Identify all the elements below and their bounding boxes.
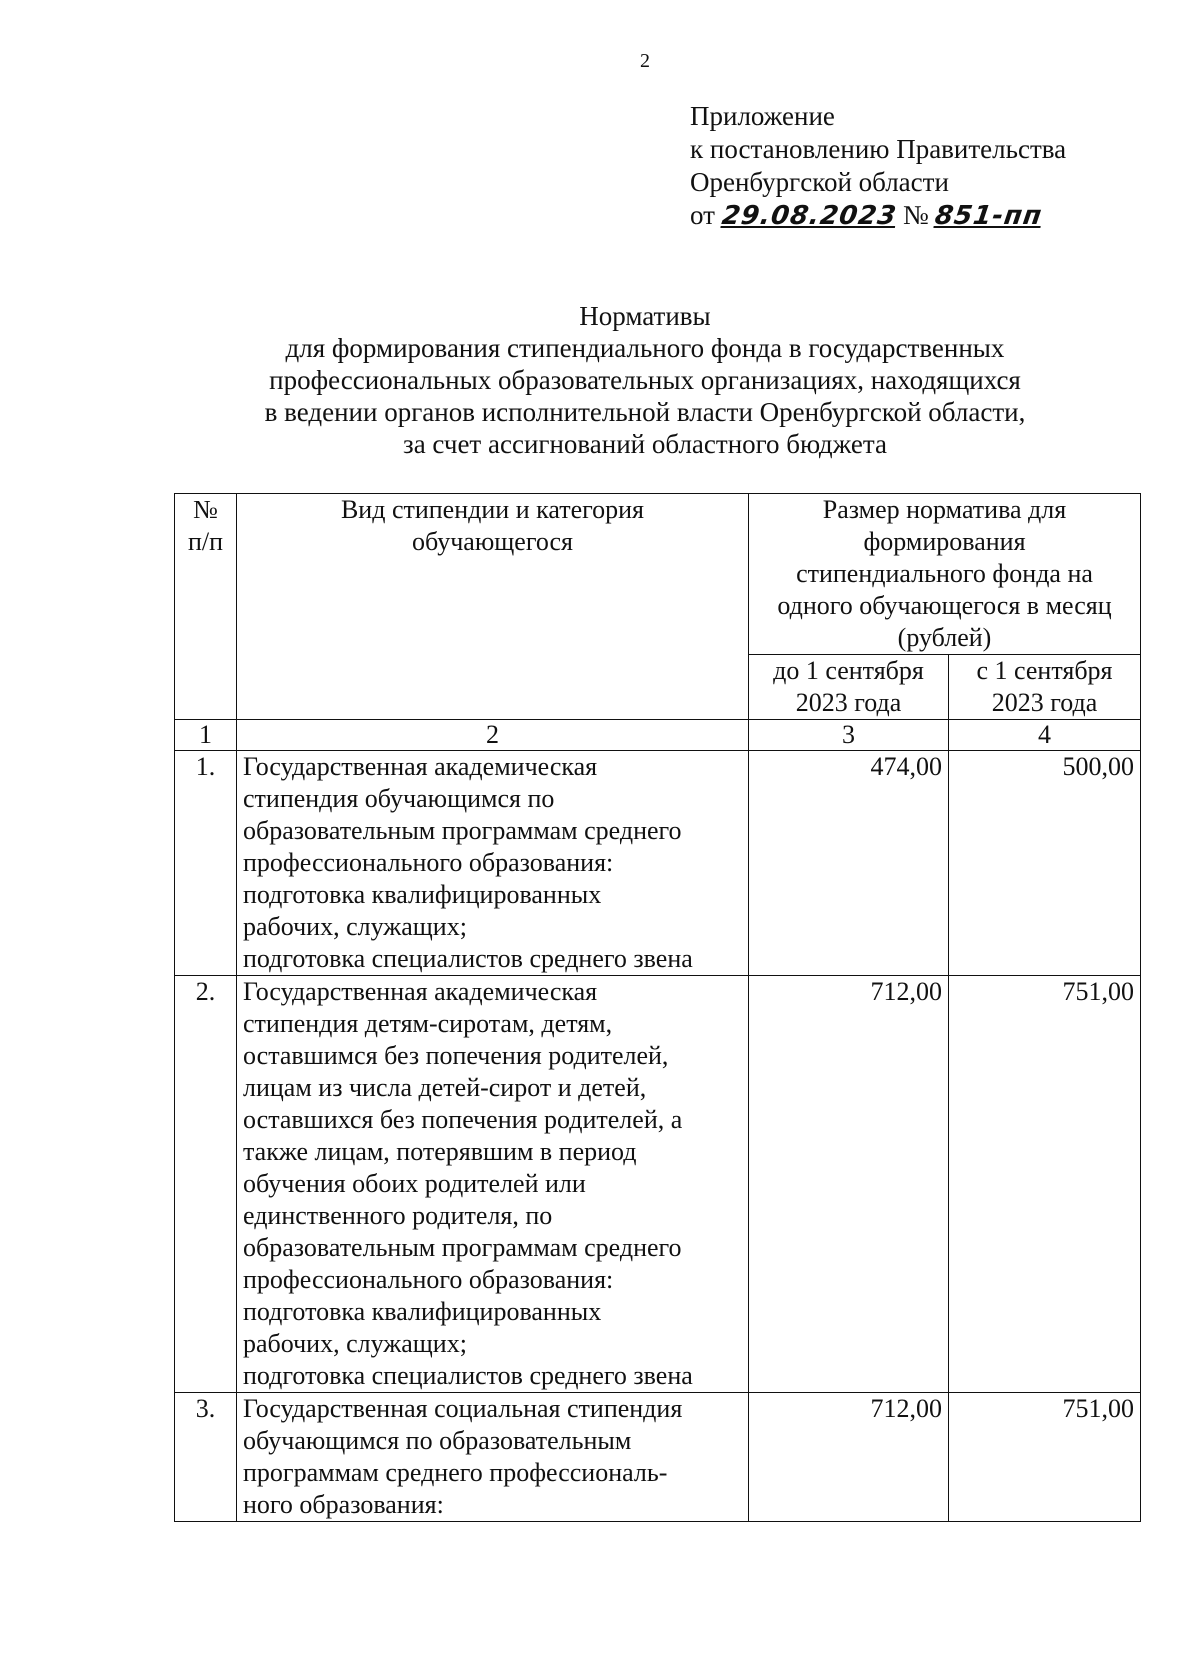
- description-line: профессионального образования:: [243, 1265, 614, 1294]
- header-kind: Вид стипендии и категория обучающегося: [237, 494, 749, 720]
- row-number: 3.: [175, 1393, 237, 1522]
- row-description: [237, 751, 749, 976]
- value-after-sept: 751,00: [949, 976, 1141, 1393]
- description-line: единственного родителя, по: [243, 1201, 553, 1230]
- date-prefix: от: [690, 200, 715, 230]
- description-line: образовательным программам среднего: [243, 816, 682, 845]
- description-line: образовательным программам среднего: [243, 1233, 682, 1262]
- appendix-title: Приложение: [690, 101, 835, 131]
- value-before-sept: 474,00: [749, 751, 949, 976]
- value-before-sept: 712,00: [749, 1393, 949, 1522]
- header-row: [175, 494, 1141, 655]
- description-line: рабочих, служащих;: [243, 912, 467, 941]
- description-line: Государственная академическая: [243, 977, 598, 1006]
- description-line: стипендия обучающимся по: [243, 784, 555, 813]
- table-row: [175, 751, 1141, 976]
- handwritten-number: 851-пп: [933, 201, 1045, 231]
- row-description: [237, 1393, 749, 1522]
- description-line: программам среднего профессиональ-: [243, 1458, 668, 1487]
- row-number: 1.: [175, 751, 237, 976]
- description-line: обучающимся по образовательным: [243, 1426, 632, 1455]
- description-line: подготовка специалистов среднего звена: [243, 1361, 693, 1390]
- value-after-sept: 751,00: [949, 1393, 1141, 1522]
- table-row: [175, 1393, 1141, 1522]
- description-line: оставшихся без попечения родителей, а: [243, 1105, 683, 1134]
- description-line: подготовка специалистов среднего звена: [243, 944, 693, 973]
- title-line: в ведении органов исполнительной власти Оренбургской области,: [264, 397, 1026, 427]
- description-line: рабочих, служащих;: [243, 1329, 467, 1358]
- description-line: Государственная академическая: [243, 752, 598, 781]
- value-after-sept: 500,00: [949, 751, 1141, 976]
- description-line: Государственная социальная стипендия: [243, 1394, 683, 1423]
- description-line: профессионального образования:: [243, 848, 614, 877]
- value-before-sept: 712,00: [749, 976, 949, 1393]
- description-line: ного образования:: [243, 1490, 444, 1519]
- appendix-block: [690, 100, 1150, 233]
- appendix-date-line: [690, 199, 1150, 233]
- description-line: лицам из числа детей-сирот и детей,: [243, 1073, 647, 1102]
- table-row: [175, 976, 1141, 1393]
- title-line: для формирования стипендиального фонда в государственных: [285, 333, 1005, 363]
- index-row: [175, 720, 1141, 751]
- header-after: с 1 сентября 2023 года: [949, 655, 1141, 720]
- index-cell: 3: [749, 720, 949, 751]
- norms-table: [174, 493, 1141, 1522]
- description-line: подготовка квалифицированных: [243, 1297, 602, 1326]
- title-line: за счет ассигнований областного бюджета: [403, 429, 887, 459]
- appendix-region: Оренбургской области: [690, 167, 949, 197]
- document-title: [0, 300, 1200, 460]
- row-description: [237, 976, 749, 1393]
- handwritten-date: 29.08.2023: [719, 201, 899, 231]
- number-sign: №: [902, 200, 929, 230]
- header-size: Размер норматива для формирования стипендиального фонда на одного обучающегося в месяц (рублей): [749, 494, 1141, 655]
- description-line: обучения обоих родителей или: [243, 1169, 586, 1198]
- title-heading: Нормативы: [579, 301, 711, 331]
- appendix-resolution: к постановлению Правительства: [690, 134, 1067, 164]
- page-number: 2: [640, 50, 650, 72]
- index-cell: 1: [175, 720, 237, 751]
- header-before: до 1 сентября 2023 года: [749, 655, 949, 720]
- description-line: также лицам, потерявшим в период: [243, 1137, 637, 1166]
- index-cell: 2: [237, 720, 749, 751]
- row-number: 2.: [175, 976, 237, 1393]
- description-line: стипендия детям-сиротам, детям,: [243, 1009, 613, 1038]
- title-line: профессиональных образовательных организациях, находящихся: [269, 365, 1021, 395]
- header-num: № п/п: [175, 494, 237, 720]
- description-line: подготовка квалифицированных: [243, 880, 602, 909]
- description-line: оставшимся без попечения родителей,: [243, 1041, 669, 1070]
- index-cell: 4: [949, 720, 1141, 751]
